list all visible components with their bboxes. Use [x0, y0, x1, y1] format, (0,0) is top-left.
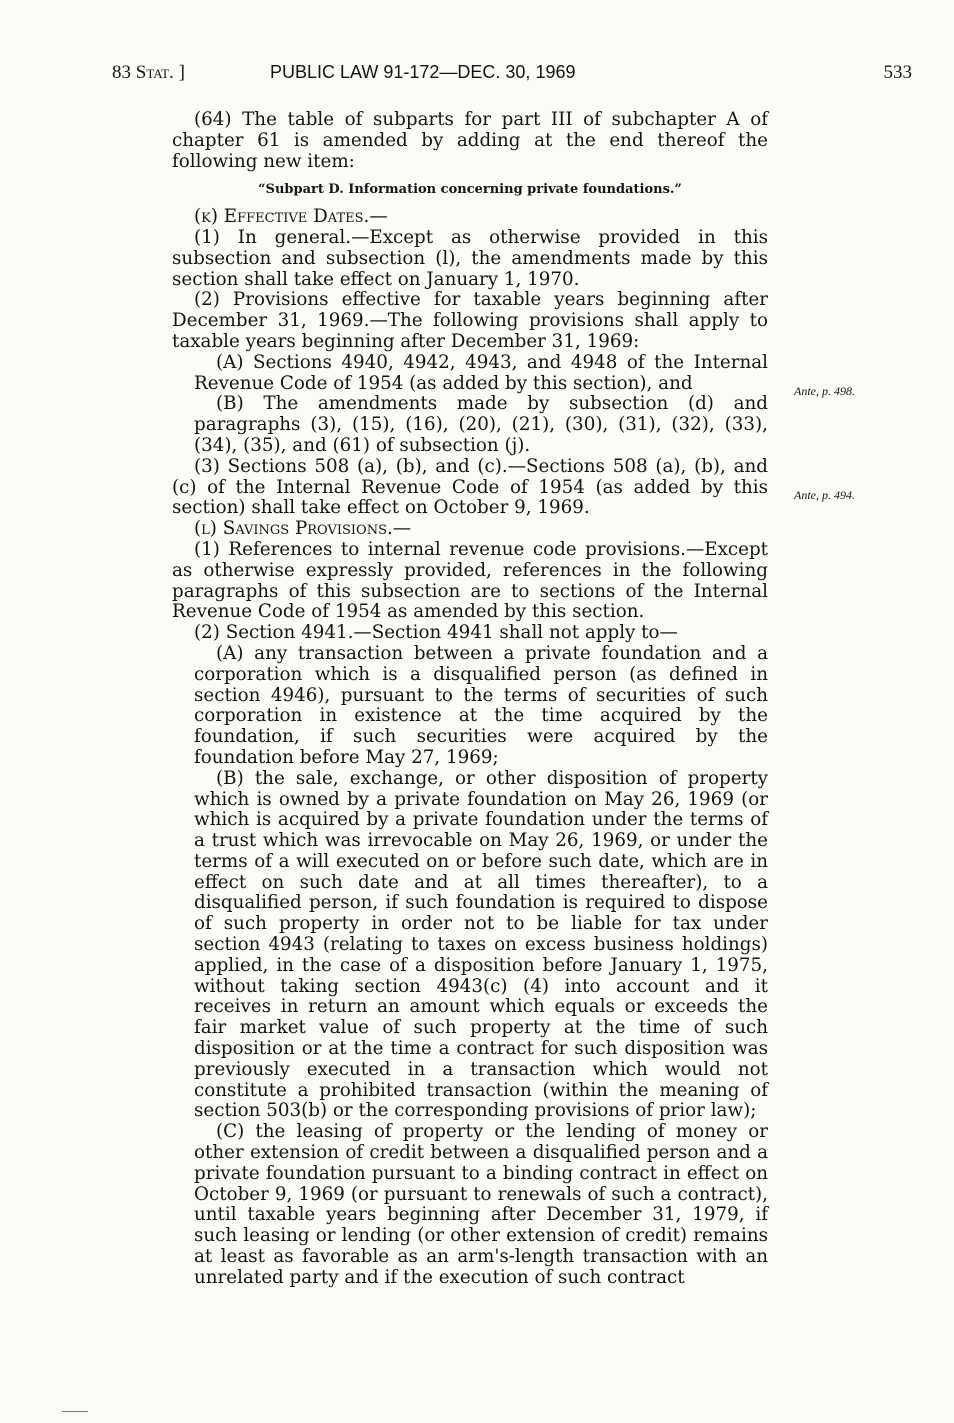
- paragraph-64: (64) The table of subparts for part III of subchapter A of chapter 61 is amended by adding at the end thereof the following new item:: [172, 109, 768, 172]
- heading-effective-dates: (k) Effective Dates.—: [194, 206, 388, 228]
- paragraph-k2b: (B) The amendments made by subsection (d) and paragraphs (3), (15), (16), (20), (21), (30), (31), (32), (33), (34), (35), and (61) of subsection (j).: [194, 393, 768, 456]
- law-title: PUBLIC LAW 91-172—DEC. 30, 1969: [270, 62, 576, 82]
- body-text: [172, 110, 768, 1289]
- margin-note-ante-498: Ante, p. 498.: [794, 384, 855, 398]
- footer-rule: [62, 1411, 88, 1412]
- heading-savings-provisions: (l) Savings Provisions.—: [194, 518, 412, 540]
- running-header: [112, 62, 912, 90]
- paragraph-l2a: (A) any transaction between a private foundation and a corporation which is a disqualified person (as defined in section 4946), pursuant to the terms of securities of such corporation in existence at the time acquired by the foundation, if such securities were acquired by the foundation before May 27, 1969;: [194, 642, 768, 768]
- paragraph-l2: (2) Section 4941.—Section 4941 shall not apply to—: [194, 622, 678, 644]
- paragraph-l2b: (B) the sale, exchange, or other disposition of property which is owned by a private foundation on May 26, 1969 (or which is acquired by a private foundation under the terms of a trust which was irrevocable on May 26, 1969, or under the terms of a will executed on or before such date, which are in effect on such date and at all times thereafter), to a disqualified person, if such foundation is required to dispose of such property in order not to be liable for tax under section 4943 (relating to taxes on excess business holdings) applied, in the case of a disposition before January 1, 1975, without taking section 4943(c) (4) into account and it receives in return an amount which equals or exceeds the fair market value of such property at the time of such disposition or at the time a contract for such disposition was previously executed in a transaction which would not constitute a prohibited transaction (within the meaning of section 503(b) or the corresponding provisions of prior law);: [194, 767, 768, 1122]
- paragraph-k2a: (A) Sections 4940, 4942, 4943, and 4948 of the Internal Revenue Code of 1954 (as added by this section), and: [194, 351, 768, 394]
- new-item-subhead: “Subpart D. Information concerning private foundations.”: [258, 182, 682, 198]
- paragraph-l2c: (C) the leasing of property or the lending of money or other extension of credit between a disqualified person and a private foundation pursuant to a binding contract in effect on October 9, 1969 (or pursuant to renewals of such a contract), until taxable years beginning after December 31, 1979, if such leasing or lending (or other extension of credit) remains at least as favorable as an arm's-length transaction with an unrelated party and if the execution of such contract: [194, 1121, 768, 1288]
- page-number: 533: [883, 62, 912, 83]
- margin-note-ante-494: Ante, p. 494.: [794, 488, 855, 502]
- paragraph-k1: (1) In general.—Except as otherwise provided in this subsection and subsection (l), the amendments made by this section shall take effect on January 1, 1970.: [172, 226, 768, 290]
- paragraph-k3: (3) Sections 508 (a), (b), and (c).—Sections 508 (a), (b), and (c) of the Internal Revenue Code of 1954 (as added by this section) shall take effect on October 9, 1969.: [172, 455, 768, 519]
- paragraph-l1: (1) References to internal revenue code provisions.—Except as otherwise expressly provided, references in the following paragraphs of this subsection are to sections of the Internal Revenue Code of 1954 as amended by this section.: [172, 538, 768, 623]
- statute-volume: 83 Stat. ]: [112, 62, 185, 83]
- paragraph-k2: (2) Provisions effective for taxable years beginning after December 31, 1969.—The following provisions shall apply to taxable years beginning after December 31, 1969:: [172, 289, 768, 352]
